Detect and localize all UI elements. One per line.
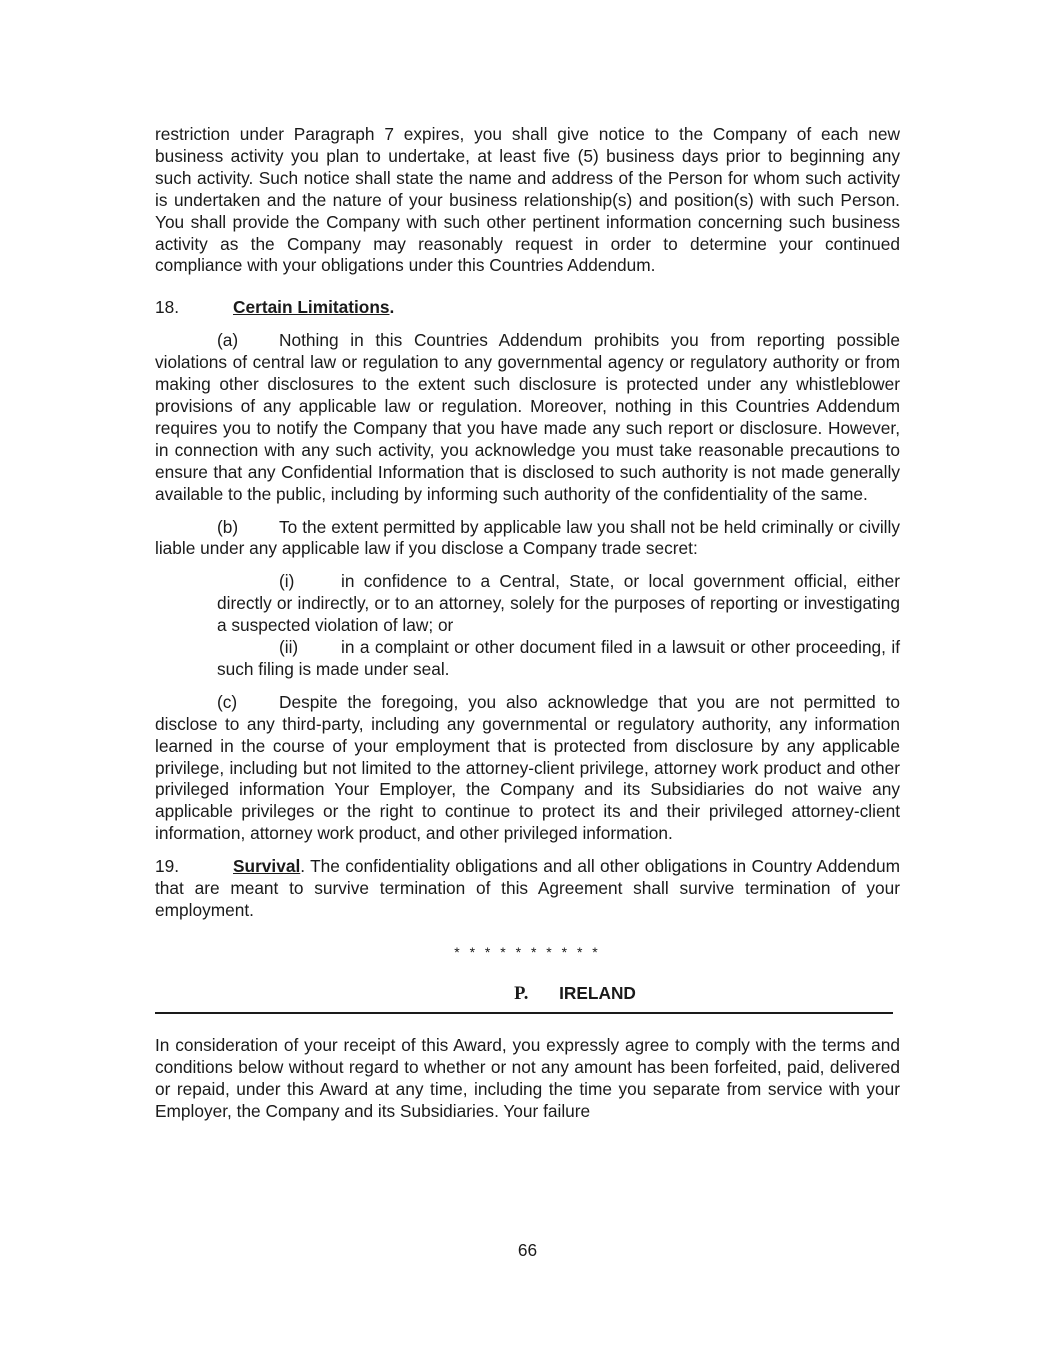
section-19-paragraph: [155, 856, 900, 922]
section-18b-i-paragraph: [217, 571, 900, 637]
section-18-title: Certain Limitations: [233, 297, 390, 318]
ireland-letter: P.: [514, 983, 529, 1004]
section-19-title: Survival: [233, 856, 301, 877]
section-18b-ii-label: (ii): [279, 637, 299, 658]
section-18a-text: Nothing in this Countries Addendum prohibits you from reporting possible violations of central law or regulation to any governmental agency or regulatory authority or from making other disclosures to the extent such disclosure is protected under any whistleblower provisions of any applicable law or regulation. Moreover, nothing in this Countries Addendum requires you to notify the Company that you have made any such report or disclosure. However, in connection with any such activity, you acknowledge you must take reasonable precautions to ensure that any Confidential Information that is disclosed to such authority is not made generally available to the public, including by informing such authority of the confidentiality of the same.: [155, 330, 900, 504]
section-18c-paragraph: [155, 692, 900, 845]
section-18b-ii-text: in a complaint or other document filed in a lawsuit or other proceeding, if such filing is made under seal.: [217, 637, 900, 679]
section-18b-paragraph: [155, 517, 900, 561]
section-18a-label: (a): [217, 330, 239, 351]
section-18b-text: To the extent permitted by applicable law you shall not be held criminally or civilly liable under any applicable law if you disclose a Company trade secret:: [155, 516, 900, 559]
section-18b-ii-paragraph: [217, 637, 900, 681]
section-separator: * * * * * * * * * *: [454, 943, 601, 960]
section-18c-label: (c): [217, 691, 238, 712]
section-19-number: 19.: [155, 856, 180, 877]
section-18a-paragraph: [155, 330, 900, 505]
section-18-number: 18.: [155, 297, 180, 318]
section-18b-label: (b): [217, 516, 239, 537]
section-19-text: . The confidentiality obligations and all other obligations in Country Addendum that are meant to survive termination of this Agreement shall survive termination of your employment.: [155, 856, 900, 920]
section-18b-i-label: (i): [279, 571, 295, 592]
ireland-heading: [155, 983, 900, 1006]
section-18c-text: Despite the foregoing, you also acknowledge that you are not permitted to disclose to any third-party, including any governmental or regulatory authority, any information learned in the course of your employment that is protected from disclosure by any applicable privilege, including but not limited to the attorney-client privilege, attorney work product and other privileged information Your Employer, the Company and its Subsidiaries do not waive any applicable privileges or the right to continue to protect its and their privileged attorney-client information, attorney work product, and other privileged information.: [155, 691, 900, 844]
ireland-title: IRELAND: [559, 982, 636, 1003]
section-18b-subitems: [217, 571, 900, 681]
section-18-heading: [155, 297, 900, 319]
ireland-paragraph: In consideration of your receipt of this Award, you expressly agree to comply with the terms and conditions below without regard to whether or not any amount has been forfeited, paid, delivered or repaid, under this Award at any time, including the time you separate from service with your Employer, the Company and its Subsidiaries. Your failure: [155, 1034, 900, 1121]
heading-rule: [155, 1012, 893, 1014]
intro-paragraph: restriction under Paragraph 7 expires, you shall give notice to the Company of each new business activity you plan to undertake, at least five (5) business days prior to beginning any such activity. Such notice shall state the name and address of the Person for whom such activity is undertaken and the nature of your business relationship(s) and position(s) with such Person. You shall provide the Company with such other pertinent information concerning such business activity as the Company may reasonably request in order to determine your continued compliance with your obligations under this Countries Addendum.: [155, 124, 900, 276]
section-18-title-suffix: .: [389, 297, 395, 318]
section-18b-i-text: in confidence to a Central, State, or local government official, either directly or indirectly, or to an attorney, solely for the purposes of reporting or investigating a suspected violation of law; or: [217, 571, 900, 636]
document-page: [155, 124, 900, 1122]
page-number: 66: [517, 1240, 538, 1260]
